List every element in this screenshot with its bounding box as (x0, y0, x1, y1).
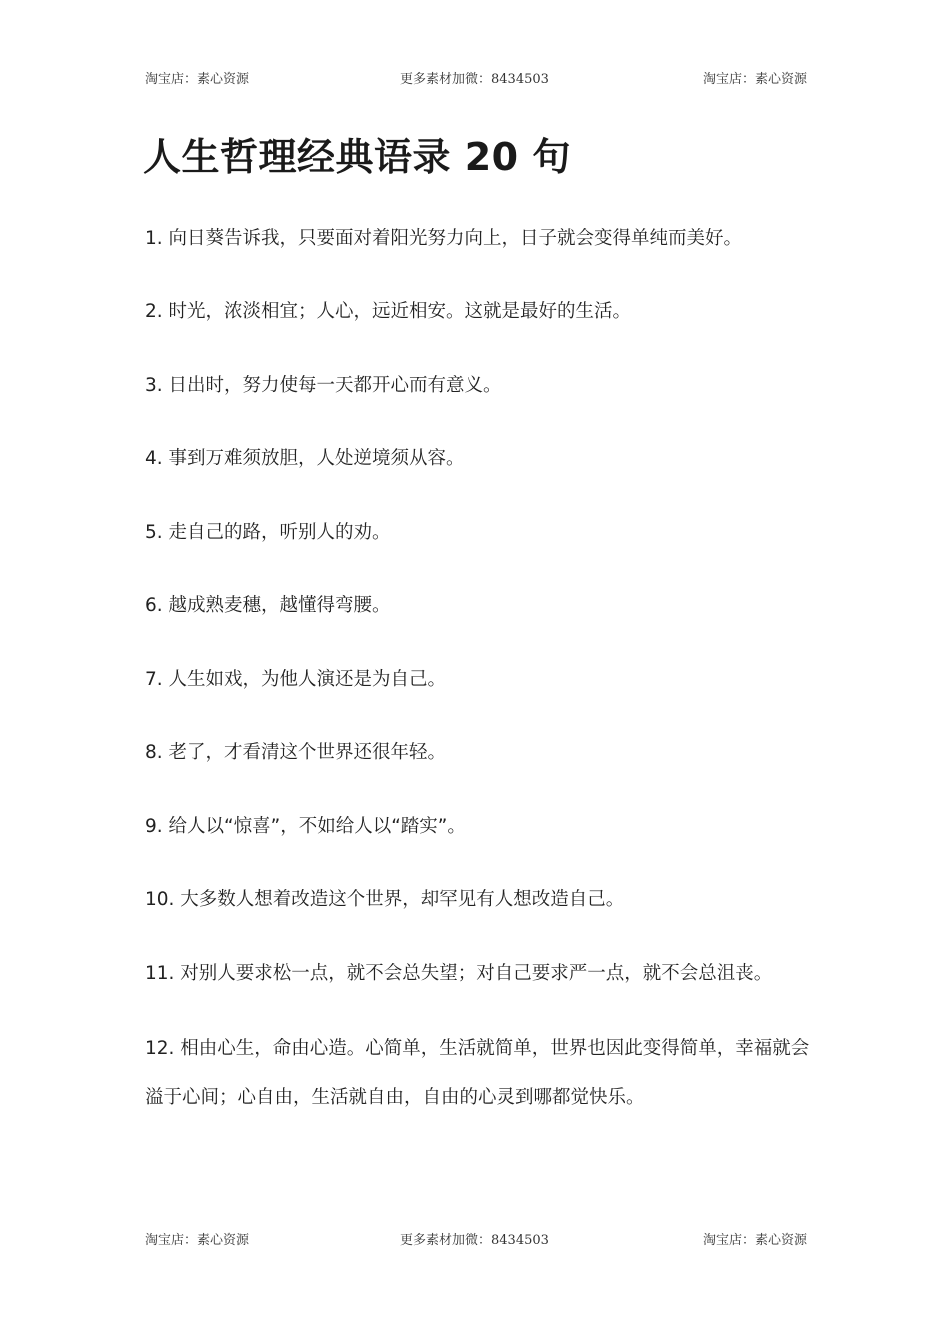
footer-contact: 更多素材加微：8434503 (400, 1233, 549, 1248)
quote-item: 1. 向日葵告诉我，只要面对着阳光努力向上，日子就会变得单纯而美好。 (145, 228, 743, 249)
header-shop-name-right: 淘宝店：素心资源 (702, 72, 807, 87)
page-footer (145, 1229, 807, 1249)
header-shop-name-left: 淘宝店：素心资源 (145, 72, 250, 87)
quote-item: 11. 对别人要求松一点，就不会总失望；对自己要求严一点，就不会总沮丧。 (145, 963, 773, 984)
footer-shop-name-left: 淘宝店：素心资源 (145, 1233, 250, 1248)
quote-item: 2. 时光，浓淡相宜；人心，远近相安。这就是最好的生活。 (145, 301, 632, 322)
quote-item: 6. 越成熟麦穗，越懂得弯腰。 (145, 595, 391, 616)
quote-item: 5. 走自己的路，听别人的劝。 (145, 522, 391, 543)
header-contact: 更多素材加微：8434503 (400, 72, 549, 87)
footer-shop-name-right: 淘宝店：素心资源 (702, 1233, 807, 1248)
document-title: 人生哲理经典语录 20 句 (143, 135, 571, 179)
quote-item: 8. 老了，才看清这个世界还很年轻。 (145, 742, 447, 763)
quote-item: 10. 大多数人想着改造这个世界，却罕见有人想改造自己。 (145, 889, 625, 910)
quote-item: 3. 日出时，努力使每一天都开心而有意义。 (145, 375, 502, 396)
quote-item: 9. 给人以“惊喜”，不如给人以“踏实”。 (145, 816, 466, 837)
page-header (145, 68, 807, 88)
quote-item: 7. 人生如戏，为他人演还是为自己。 (145, 669, 447, 690)
quote-item: 12. 相由心生，命由心造。心简单，生活就简单，世界也因此变得简单，幸福就会溢于心间；心自由，生活就自由，自由的心灵到哪都觉快乐。 (145, 1038, 810, 1108)
quote-item: 4. 事到万难须放胆，人处逆境须从容。 (145, 448, 465, 469)
